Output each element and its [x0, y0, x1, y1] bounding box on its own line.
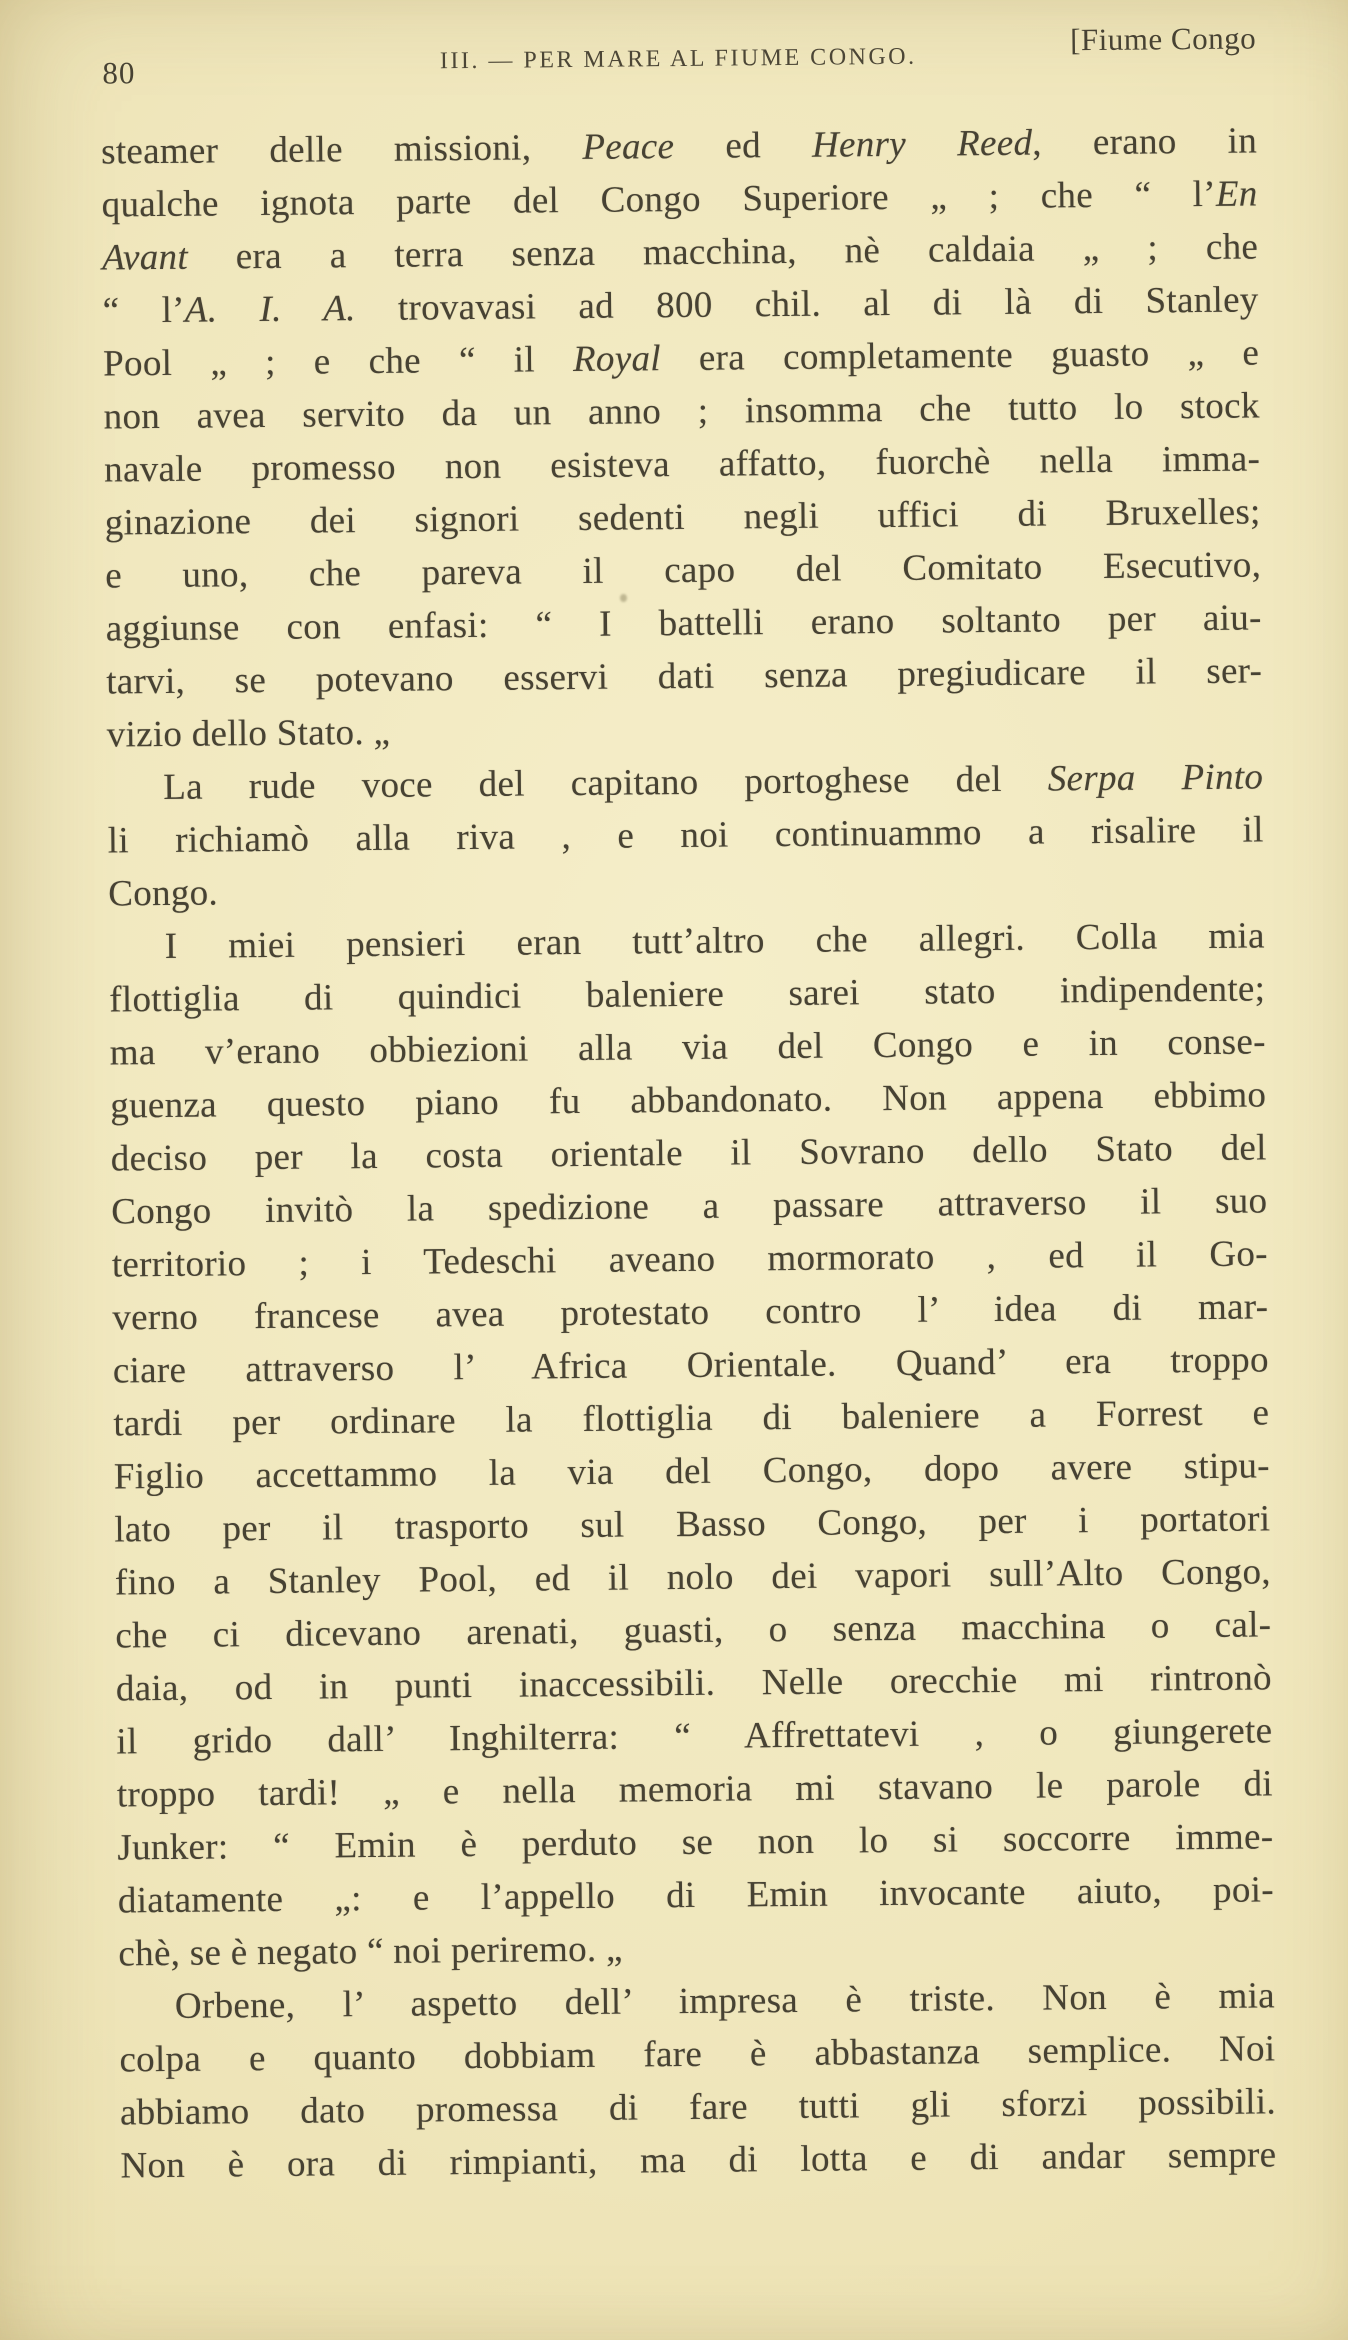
text-line: La rude voce del capitano portoghese del Serpa Pinto [163, 756, 1264, 808]
text-line: steamer delle missioni, Peace ed Henry Reed, erano in [100, 120, 1258, 173]
text-line: verno francese avea protestato contro l’ idea di mar- [112, 1286, 1269, 1339]
text-line: Figlio accettammo la via del Congo, dopo avere stipu- [113, 1445, 1271, 1498]
text-line: abbiamo dato promessa di fare tutti gli sforzi possibili. [119, 2081, 1277, 2134]
text-line: guenza questo piano fu abbandonato. Non appena ebbimo [110, 1074, 1267, 1127]
page-number: 80 [102, 55, 136, 91]
paper-speck [620, 594, 627, 602]
text-line: ginazione dei signori sedenti negli uffici di Bruxelles; [104, 491, 1261, 544]
text-line: territorio ; i Tedeschi aveano mormorato , ed il Go- [111, 1233, 1268, 1286]
paragraph [119, 1969, 1277, 2192]
text-line: Junker: “ Emin è perduto se non lo si soccorre imme- [117, 1816, 1274, 1869]
text-line: Pool „ ; e che “ il Royal era completamente guasto „ e [102, 332, 1260, 385]
text-line: vizio dello Stato. „ [106, 711, 391, 756]
text-line: qualche ignota parte del Congo Superiore „ ; che “ l’En [101, 173, 1258, 226]
text-line: Congo invitò la spedizione a passare attraverso il suo [111, 1180, 1268, 1233]
text-line: daia, od in punti inaccessibili. Nelle orecchie mi rintronò [115, 1657, 1273, 1710]
text-line: fino a Stanley Pool, ed il nolo dei vapori sull’Alto Congo, [114, 1551, 1272, 1604]
text-line: aggiunse con enfasi: “ I battelli erano soltanto per aiu- [105, 597, 1262, 650]
text-line: deciso per la costa orientale il Sovrano dello Stato del [110, 1127, 1267, 1180]
text-line: I miei pensieri eran tutt’altro che allegri. Colla mia [164, 915, 1265, 967]
page-body [101, 114, 1277, 2192]
text-line: ciare attraverso l’ Africa Orientale. Quand’ era troppo [112, 1339, 1269, 1392]
text-line: Congo. [108, 872, 219, 915]
text-line: li richiamò alla riva , e noi continuammo a risalire il [107, 809, 1264, 862]
text-line: Non è ora di rimpianti, ma di lotta e di andar sempre [120, 2134, 1277, 2187]
page-header [100, 20, 1257, 97]
running-title: III. — PER MARE AL FIUME CONGO. [439, 43, 917, 75]
text-line: il grido dall’ Inghilterra: “ Affrettatevi , o giungerete [116, 1710, 1273, 1763]
text-line: “ l’A. I. A. trovavasi ad 800 chil. al di là di Stanley [102, 279, 1259, 332]
text-line: tarvi, se potevano esservi dati senza pregiudicare il ser- [106, 650, 1263, 703]
margin-note: [Fiume Congo [1069, 20, 1257, 58]
text-line: colpa e quanto dobbiam fare è abbastanza semplice. Noi [119, 2028, 1276, 2081]
paragraph [107, 750, 1264, 920]
text-line: flottiglia di quindici baleniere sarei stato indipendente; [109, 968, 1266, 1021]
text-line: chè, se è negato “ noi periremo. „ [118, 1928, 623, 1975]
text-line: tardi per ordinare la flottiglia di baleniere a Forrest e [113, 1392, 1270, 1445]
text-line: troppo tardi! „ e nella memoria mi stavano le parole di [116, 1763, 1274, 1816]
text-line: navale promesso non esisteva affatto, fuorchè nella imma- [104, 438, 1261, 491]
text-line: Avant era a terra senza macchina, nè caldaia „ ; che [101, 226, 1259, 279]
page-scan [100, 20, 1277, 2192]
text-line: che ci dicevano arenati, guasti, o senza macchina o cal- [115, 1604, 1272, 1657]
text-line: non avea servito da un anno ; insomma che tutto lo stock [103, 385, 1260, 438]
paragraph [101, 114, 1263, 761]
text-line: Orbene, l’ aspetto dell’ impresa è triste. Non è mia [174, 1975, 1276, 2027]
text-line: lato per il trasporto sul Basso Congo, per i portatori [114, 1498, 1271, 1551]
paragraph [109, 909, 1275, 1980]
text-line: ma v’erano obbiezioni alla via del Congo e in conse- [109, 1021, 1266, 1074]
text-line: diatamente „: e l’appello di Emin invocante aiuto, poi- [117, 1869, 1275, 1922]
text-line: e uno, che pareva il capo del Comitato Esecutivo, [105, 544, 1262, 597]
